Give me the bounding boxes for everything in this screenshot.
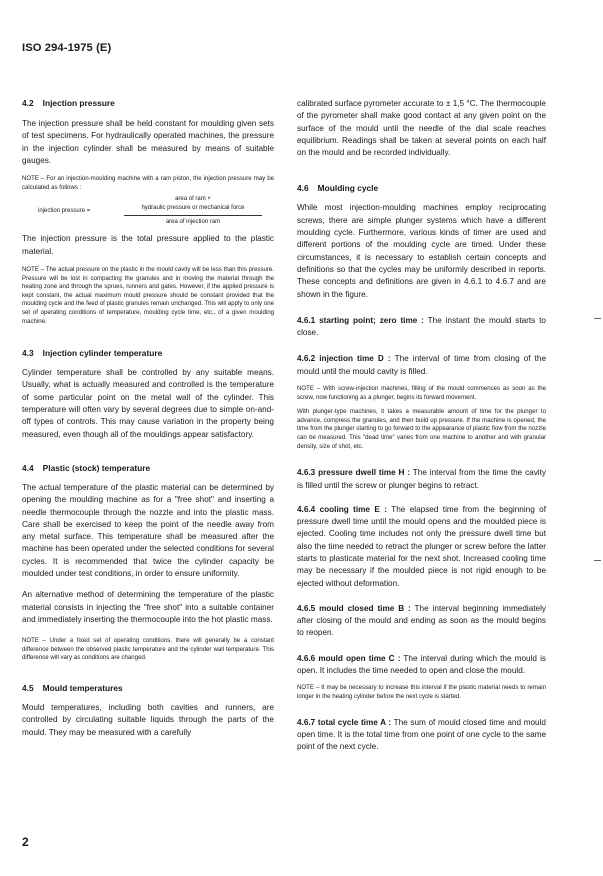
right-column	[297, 98, 546, 753]
screw-injection-note: NOTE – With screw-injection machines, filling of the mould commences as soon as the screw, now functioning as a plunger, begins its forward movement.	[297, 385, 546, 401]
margin-mark-lower	[594, 560, 601, 561]
definition-4-6-2: 4.6.2 injection time D : The interval of time from closing of the mould until the mould cavity is filled.	[297, 354, 546, 376]
left-column	[22, 98, 274, 739]
injection-pressure-note: NOTE – For an injection-moulding machine with a ram piston, the injection pressure may be calculated as follows :	[22, 175, 274, 191]
section-4-2-heading: 4.2 Injection pressure	[22, 98, 115, 108]
definition-4-6-1: 4.6.1 starting point; zero time : The instant the mould starts to close.	[297, 315, 546, 338]
pyrometer-paragraph: calibrated surface pyrometer accurate to ± 1,5 °C. The thermocouple of the pyrometer shall make good contact at any given point on the surface of the mould until the needle of the dial scale reaches equilibrium. Readings shall be taken at several points on each half on the mould and be recorded individually.	[297, 99, 546, 158]
fraction-bar	[124, 215, 262, 216]
injection-pressure-paragraph: The injection pressure shall be held constant for moulding given sets of test specimens. For hydraulically operated machines, the pressure in the injection cylinder shall be measured by means of suitable gauges.	[22, 119, 274, 165]
definition-4-6-3: 4.6.3 pressure dwell time H : The interval from the time the cavity is filled until the screw or plunger begins to retract.	[297, 468, 546, 490]
section-4-3-heading: 4.3 Injection cylinder temperature	[22, 348, 163, 359]
stock-temperature-paragraph: The actual temperature of the plastic material can be determined by opening the moulding machine as for a "free shot" and inserting a needle thermocouple through the nozzle and into the plastic mass. Care shall be exercised to keep the point of the needle away from any metal surface. This temperature shall be measured after the machine has been operated under the selected conditions for several cycles. It is recommended that twice the cylinder capacity be moulded under test conditions, in order to ensure uniformity.	[22, 482, 274, 578]
definition-4-6-5: 4.6.5 mould closed time B : The interval beginning immediately after closing of the mould and ending as soon as the mould begins to reopen.	[297, 603, 546, 638]
stock-temperature-note: NOTE – Under a fixed set of operating conditions, there will generally be a constant difference between the observed plastic temperature and the cylinder wall temperature. This difference will vary as conditions are changed.	[22, 637, 274, 662]
plunger-type-note: With plunger-type machines, it takes a measurable amount of time for the plunger to advance, compress the granules, and then build up pressure. If the machine is opened, the time from the plunger starting to go forward to the appearance of plastic flow from the nozzle can be measured. This "dead time" varies from one machine to another and with granular density, size of shot, etc.	[297, 408, 546, 450]
alternative-method-paragraph: An alternative method of determining the temperature of the plastic material consists in injecting the "free shot" into a suitable container and immediately inserting the thermocouple into the hot plastic mass.	[22, 590, 274, 624]
actual-pressure-note: NOTE – The actual pressure on the plastic in the mould cavity will be less than this pressure. Pressure will be lost in compacting the granules and in moving the material through the heating zone and through the sprues, runners and gates. However, if the applied pressure is kept constant, the actual maximum mould pressure should be constant provided that the moulding cycle and the feed of plastic granules remain unchanged. This will apply to only one set of operating conditions of temperature, moulding cycle time, etc., of a given moulding machine.	[22, 265, 274, 325]
section-4-5-heading: 4.5 Mould temperatures	[22, 682, 123, 693]
mould-temperatures-paragraph: Mould temperatures, including both cavities and runners, are controlled by circulating suitable liquids through the parts of the mould. They may be measured with a carefully	[22, 702, 274, 737]
mould-open-note: NOTE – It may be necessary to increase this interval if the plastic material needs to remain longer in the heating cylinder before the next cycle is started.	[297, 684, 546, 700]
document-header: ISO 294-1975 (E)	[22, 42, 112, 54]
definition-4-6-6: 4.6.6 mould open time C : The interval during which the mould is open. It includes the time needed to open and close the mould.	[297, 653, 546, 676]
injection-pressure-formula: injection pressure = area of ram × hydraulic pressure or mechanical force area of injection ram	[22, 192, 274, 232]
moulding-cycle-paragraph: While most injection-moulding machines employ reciprocating screws, there are simple plunger systems which have a different moulding cycle. Furthermore, various kinds of timer are used and different portions of the moulding cycle are timed. Under these circumstances, it is necessary to establish certain concepts and definitions so that the cycles may be uniformly described in reports. These concepts and definitions are given in 4.6.1 to 4.6.7 and are shown in the figure.	[297, 203, 546, 299]
page-number: 2	[22, 835, 29, 849]
section-4-4-heading: 4.4 Plastic (stock) temperature	[22, 462, 151, 473]
definition-4-6-7: 4.6.7 total cycle time A : The sum of mould closed time and mould open time. It is the total time from one point of one cycle to the same point of the next cycle.	[297, 717, 546, 752]
section-4-6-heading: 4.6 Moulding cycle	[297, 183, 379, 194]
margin-mark-upper	[594, 318, 601, 319]
cylinder-temperature-paragraph: Cylinder temperature shall be controlled by any suitable means. Usually, what is actually measured and controlled is the temperature of some particular point on the metal wall of the cylinder. This temperature will often vary by several degrees due to simple on-and-off types of controls. This may cause variation in the property being measured, even though all of the mouldings appear satisfactory.	[22, 368, 274, 439]
total-pressure-paragraph: The injection pressure is the total pressure applied to the plastic material.	[22, 234, 274, 256]
definition-4-6-4: 4.6.4 cooling time E : The elapsed time from the beginning of pressure dwell time until the mould opens and the moulded piece is ejected. Cooling time includes not only the pressure dwell time but also the time needed to retract the plunger or screw before the latter starts to plasticate material for the next shot. Increased cooling time may be necessary if the moulded piece is not rigid enough to be ejected without deformation.	[297, 504, 546, 588]
